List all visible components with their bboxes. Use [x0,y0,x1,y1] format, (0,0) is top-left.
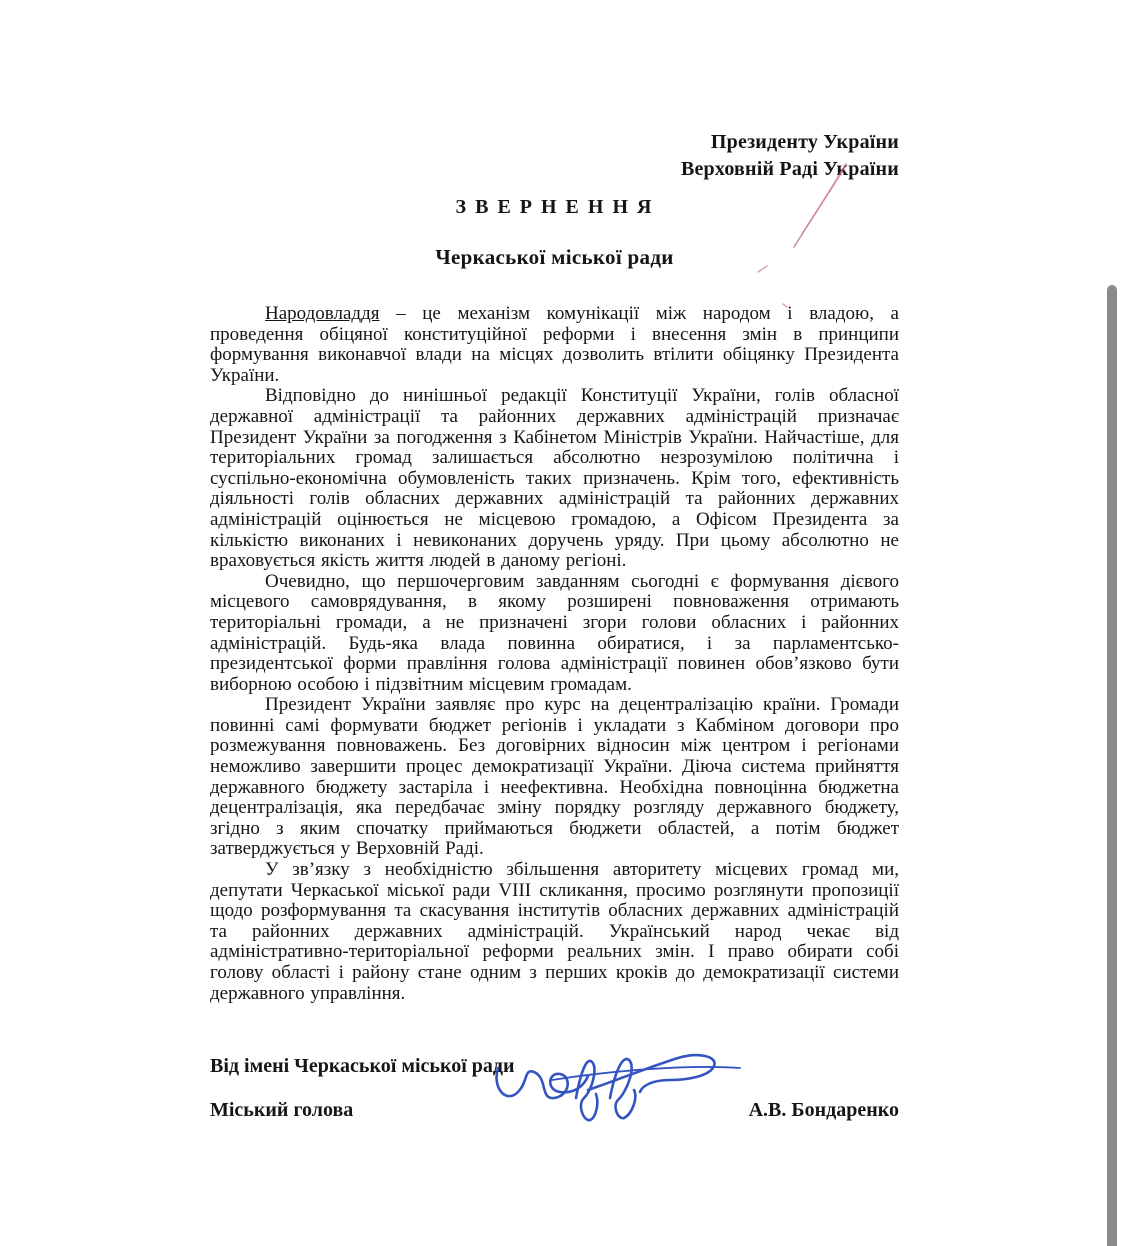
scrollbar-thumb[interactable] [1107,285,1117,1246]
underlined-lead-word: Народовладдя [265,303,380,324]
paragraph: У зв’язку з необхідністю збільшення авторитету місцевих громад ми, депутати Черкаської міської ради VIII скликання, просимо розглянути пропозиції щодо розформування та скасування інститутів обласних державних адміністрацій та районних державних адміністрацій. Український народ чекає від адміністративно-територіальної реформи реальних змін. І право обирати собі голову області і району стане одним з перших кроків до демократизації системи державного управління. [210,859,899,1004]
paragraph: Відповідно до нинішньої редакції Конституції України, голів обласної державної адміністрації та районних державних адміністрацій призначає Президент України за погодження з Кабінетом Міністрів України. Найчастіше, для територіальних громад залишається абсолютно незрозумілою політична і суспільно-економічна обумовленість таких призначень. Крім того, ефективність діяльності голів обласних державних адміністрацій та районних державних адміністрацій оцінюється не місцевою громадою, а Офісом Президента за кількістю виконаних і невиконаних доручень уряду. При цьому абсолютно не враховується якість життя людей в даному регіоні. [210,385,899,572]
recipient-line: Верховній Раді України [680,158,899,180]
pen-mark-icon [750,150,860,315]
paragraph: Очевидно, що першочерговим завданням сьогодні є формування дієвого місцевого самоврядування, в якому розширені повноваження отримають територіальні громади, а не призначені згори голови обласних і районних адміністрацій. Будь-яка влада повинна обиратися, і за парламентсько-президентської форми правління голова адміністрації повинен обов’язково бути виборною особою і підзвітним місцевим громадам. [210,570,899,695]
letter-subtitle: Черкаської міської ради [435,245,674,269]
closing-line: Від імені Черкаської міської ради [210,1055,515,1077]
signer-role: Міський голова [210,1099,354,1121]
letter-title: З В Е Р Н Е Н Н Я [455,196,654,218]
recipient-line: Президенту України [710,131,899,153]
paragraph [210,304,899,386]
paragraph: Президент України заявляє про курс на децентралізацію країни. Громади повинні самі формувати бюджет регіонів і укладати з Кабміном договори про розмежування повноважень. Без договірних відносин між центром і регіонами неможливо завершити процес демократизації України. Діюча система прийняття державного бюджету застаріла і неефективна. Необхідна повноцінна бюджетна децентралізація, яка передбачає зміну порядку розгляду державного бюджету, згідно з яким спочатку приймаються бюджети областей, а потім бюджет затверджується у Верховній Раді. [210,694,899,860]
paragraph-text: – це механізм комунікації між народом і владою, а проведення обіцяної конституційної реформи і внесення змін в принципи формування виконавчої влади на місцях дозволить втілити обіцянку Президента України. [210,303,899,386]
signer-name: А.В. Бондаренко [748,1099,899,1121]
letter-body [210,304,899,1004]
handwritten-signature-icon [492,1046,742,1131]
